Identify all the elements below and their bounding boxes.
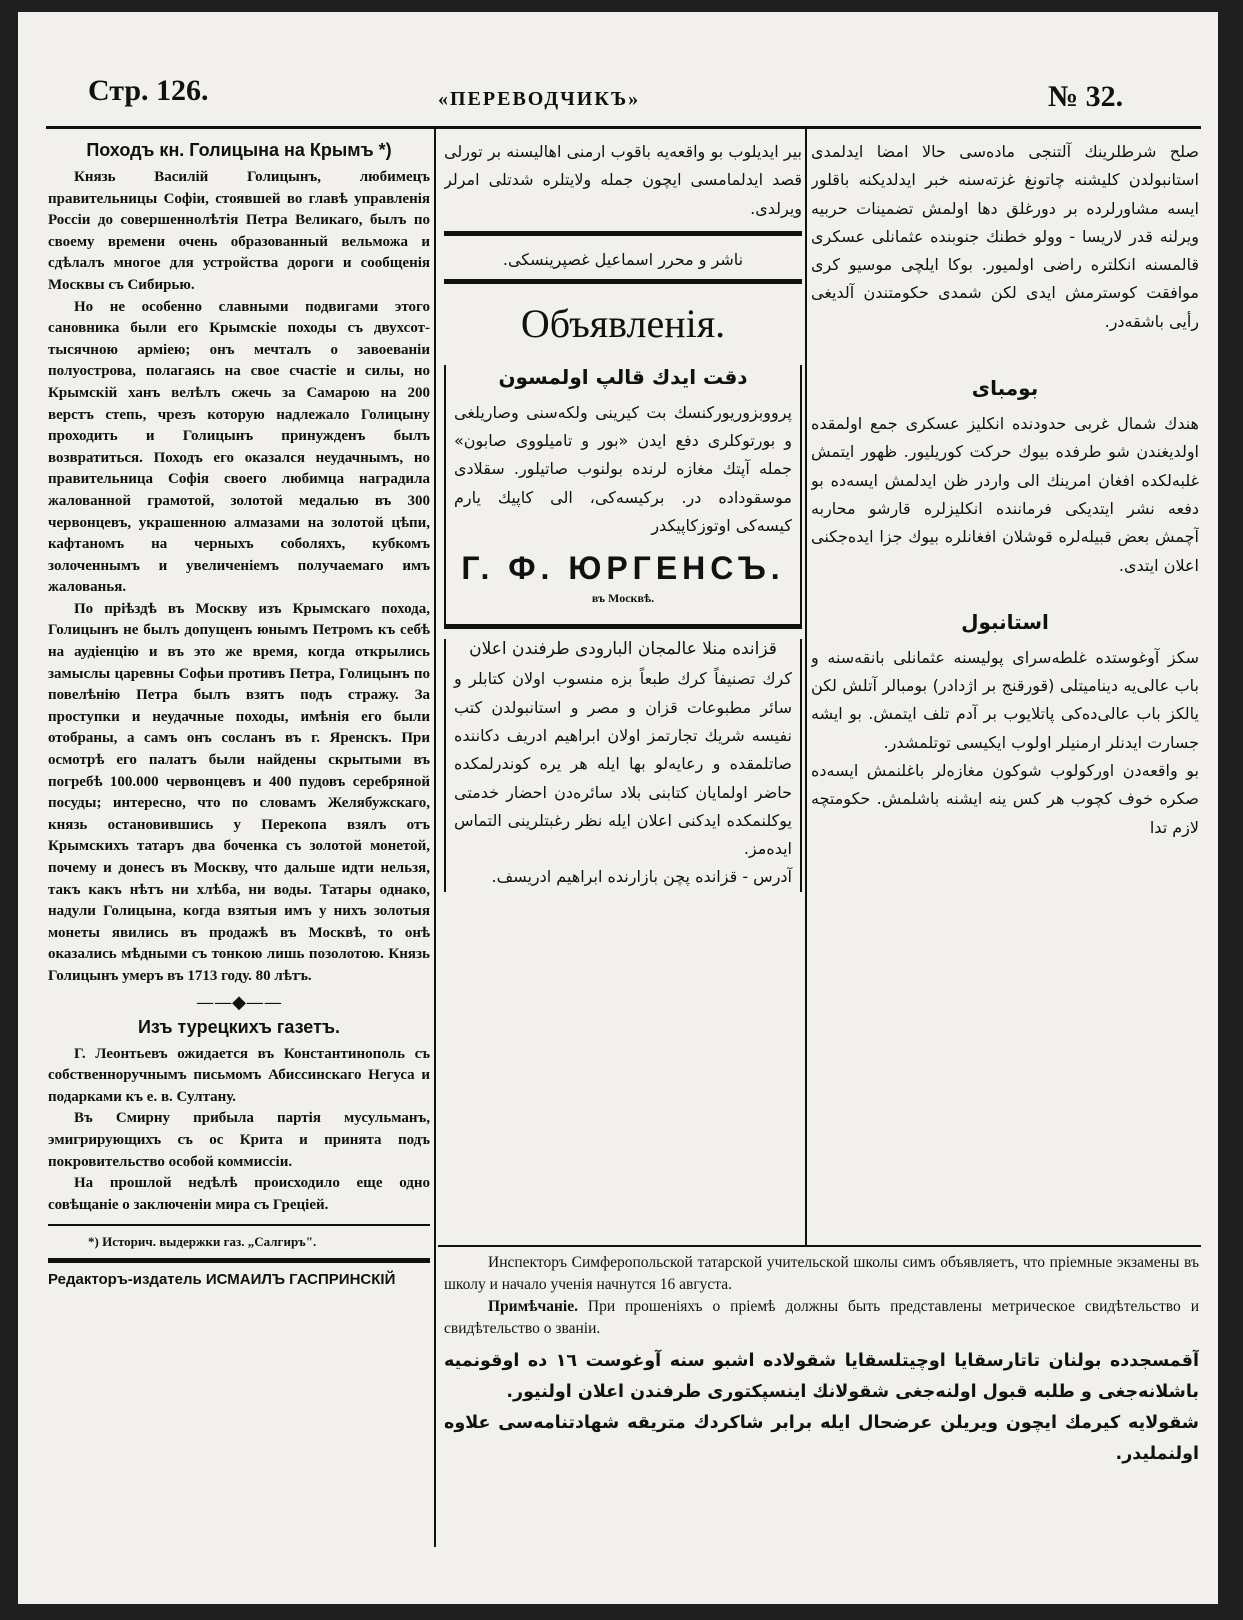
notice-text: Инспекторъ Симферопольской татарской учительской школы симъ объявляетъ, что пріемные экзамены въ школу и начало ученія начнутся 16 августа. — [444, 1254, 1199, 1293]
ad-body — [454, 399, 792, 540]
note-label: Примѣчаніе. — [488, 1298, 578, 1315]
bottom-left-divider — [434, 1247, 436, 1547]
article-paragraph: Но не особенно славными подвигами этого сановника были его Крымскіе походы съ двухсот-тысячною арміею; онъ мечталъ о завоеваніи полуострова, полагаясь на свое счастіе и силы, но Крымскій ханъ велѣлъ сжечь за Самарою на 200 верстъ степь, чрезъ которую надлежало Голицыну проходить и Голицынъ принужденъ былъ возвратиться. Походъ его оказался неудачнымъ, но правительница Софія своего любимца наградила жалованной грамотой, золотой медалью въ 300 червонцевъ, украшенною алмазами на золотой цѣпи, кафтаномъ на черныхъ соболяхъ, кубкомъ золоченнымъ и увеличеніемъ получаемаго имъ жалованья. — [48, 298, 430, 596]
school-announcement — [444, 1252, 1199, 1470]
article-paragraph: بير ايدیلوب بو واقعه‌يه باقوب ارمنی اهاليسنه بر تورلی قصد ايدلمامسی ايچون جمله ولايتلره شدتلی امرلر ويرلدی. — [444, 142, 802, 218]
news-heading-bombay: بومبای — [971, 376, 1039, 401]
ad-address: آدرس - قزانده پچن بازارنده ابراهيم ادريسف. — [491, 867, 792, 887]
news-item: На прошлой недѣлѣ происходило еще одно совѣщаніе о заключеніи мира съ Греціей. — [48, 1175, 430, 1213]
fleuron-divider: ——◆—— — [196, 991, 282, 1013]
news-heading-istanbul: استانبول — [961, 609, 1049, 634]
ad-text: كرك تصنيفاً كرك طبعاً بزه منسوب اولان كتابلر و سائر مطبوعات قزان و مصر و استانبولدن كتب نفيسه شريك تجارتمز اولان ابراهيم ادريف دكاننده صاتلمقده و رعايه‌لو بها ايله هر يره كوندرلمكده حاضر اولمايان كتابنی بلاد سائره‌دن احضار خدمتی يوكلنمكده ايدكنی اعلان ايله نظر رغبتلرينی التماس ايده‌مز. — [454, 669, 792, 859]
tatar-notice — [444, 1346, 1199, 1470]
inspector-notice — [444, 1252, 1199, 1340]
article-continuation — [444, 138, 802, 223]
news-paragraph: بو واقعه‌دن اوركولوب شوكون مغازه‌لر باغلنمش ايسه‌ده صكره خوف كچوب هر كس ينه ايشنه باشلمش. حكومتچه لازم تدا — [811, 761, 1199, 837]
ad-firm-name: Г. Ф. ЮРГЕНСЪ. — [461, 550, 785, 587]
news-item: Г. Леонтьевъ ожидается въ Константинополь съ собственноручнымъ письмомъ Абиссинскаго Негуса и подарками къ е. в. Султану. — [48, 1045, 430, 1105]
column-announcements — [444, 138, 802, 892]
advertisement-books — [444, 639, 802, 891]
article-body — [48, 167, 430, 988]
article-paragraph: Князь Василій Голицынъ, любимецъ правительницы Софіи, стоявшей во главѣ управленія Россіи до совершеннолѣтія Петра Великаго, былъ по своему времени очень образованный вельможа и сдѣлалъ многое для устройства дороги и сообщенія Москвы съ Сибирью. — [48, 169, 430, 293]
news-list — [48, 1044, 430, 1217]
header-rule — [46, 126, 1201, 129]
ad-headline: دقت ايدك قالپ اولمسون — [498, 364, 748, 389]
newspaper-page — [18, 12, 1218, 1604]
news-paragraph: صلح شرطلرينك آلتنجی ماده‌سی حالا امضا ايدلمدی استانبولدن كليشنه چاتونغ غزته‌سنه خبر ايدلديكنه باقلور ايسه مشاورلرده بر دورغلق دها اولمش تضمينات حربيه ويرلنه قدر لاريسا - وولو خطنك جنوبنده عثمانلی عسكری قالمسنه انكلتره راضی اولميور. بوكا ايلچی موسيو كرى موافقت كوسترمش ايدی لكن شمدی حكومتندن آلديغی رأيی باشقه‌در. — [811, 142, 1199, 331]
note-text: При прошеніяхъ о пріемѣ должны быть представлены метрическое свидѣтельство и свидѣтельство о званіи. — [444, 1298, 1199, 1337]
news-section — [811, 410, 1199, 580]
news-item: Въ Смирну прибыла партія мусульманъ, эмигрирующихъ съ ос Крита и принята подъ покровительство особой коммиссіи. — [48, 1110, 430, 1170]
ad-city: въ Москвѣ. — [591, 591, 655, 606]
notice-text: آقمسجدده بولنان تاتارسقايا اوچيتلسقايا شقولاده اشبو سنه آوغوست ١٦ ده اوقونميه باشلانه‌جغی و طلبه قبول اولنه‌جغی شقولانك اينسپكتوری طرفندن اعلان اولنيور. — [444, 1351, 1199, 1402]
page-number: Стр. 126. — [88, 74, 209, 107]
bottom-section-rule — [438, 1245, 1201, 1247]
newspaper-title: «ПЕРЕВОДЧИКЪ» — [438, 88, 641, 110]
footnote: *) Историч. выдержки газ. „Салгиръ". — [88, 1234, 317, 1250]
ad-headline: قزانده منلا عالمجان البارودی طرفندن اعلان — [469, 639, 777, 660]
ad-text: پرووبزوريوركنسك بت كيرينی ولكه‌سنی وصاريلغی و بورتوكلری دفع ايدن «بور و تاميلووی صابون» جمله آپتك مغازه لرنده بولنوب صاتيلور. سقلادی موسقوداده در. بركيسه‌كی، الی كاپيك يارم كيسه‌كی اوتوزكاپيكدر — [454, 402, 792, 536]
column-divider-2 — [805, 129, 807, 1247]
notice-text: شقولايه كيرمك ايچون ويريلن عرضحال ايله برابر شاكردك متريقه شهادتنامه‌سی علاوه اولنمليدر. — [444, 1413, 1199, 1464]
publisher-line: ناشر و محرر اسماعيل غصپرينسكی. — [502, 249, 744, 269]
news-section — [811, 644, 1199, 842]
advertisement-soap — [444, 365, 802, 624]
section-title: Изъ турецкихъ газетъ. — [137, 1016, 341, 1037]
divider — [444, 279, 802, 284]
divider — [444, 231, 802, 236]
column-news — [811, 138, 1199, 842]
editor-rule — [48, 1258, 430, 1263]
issue-number: № 32. — [1048, 80, 1124, 113]
news-paragraph: سكز آوغوستده غلطه‌سرای پوليسنه عثمانلی بانقه‌سنه و باب عالی‌يه ديناميتلی (قورقنج بر اژدادر) بومبالر آتلش لكن يالكز باب عالی‌ده‌كی پاتلايوب بر آدم تلف ايتمش. بو ايشه جسارت ايدنلر ارمنيلر اولوب ايكيسی توتلمشدر. — [811, 647, 1199, 752]
divider — [444, 624, 802, 629]
column-russian — [48, 138, 430, 1288]
news-section — [811, 138, 1199, 336]
article-paragraph: По пріѣздѣ въ Москву изъ Крымскаго похода, Голицынъ не былъ допущенъ юнымъ Петромъ къ себѣ на аудіенцію и въ это же время, когда открылись замыслы царевны Софьи противъ Петра, Голицынъ по повелѣнію Петра былъ взятъ подъ стражу. За проступки и неудачные походы, имѣнія его были отобраны, а самъ онъ сосланъ въ г. Яренскъ. При осмотрѣ его палатъ были найдены скрытыми въ погребѣ 100.000 червонцевъ и 400 пудовъ серебряной посуды; интересно, что по словамъ Желябужскаго, князь остановившись у Перекопа взялъ отъ Крымскихъ татаръ два боченка съ золотой монетой, почему и донесъ въ Москву, что дальше идти нельзя, такъ какъ нѣтъ ни хлѣба, ни воды. Татары однако, надули Голицына, когда взятыя имъ у нихъ золотыя монеты явились въ продажѣ въ Москвѣ, то онѣ оказались мѣдными съ тонкою лишь позолотою. Князь Голицынъ умеръ въ 1713 году. 80 лѣтъ. — [48, 600, 430, 984]
ads-heading: Объявленія. — [520, 300, 726, 346]
article-title: Походъ кн. Голицына на Крымъ *) — [86, 140, 392, 160]
editor-line: Редакторъ-издатель ИСМАИЛЪ ГАСПРИНСКІЙ — [48, 1271, 396, 1289]
ad-body — [454, 665, 792, 891]
column-divider-1 — [434, 129, 436, 1247]
news-paragraph: هندك شمال غربی حدودنده انكليز عسكری جمع اولمقده اولديغندن شو طرفده بيوك حركت كوريليور. ظهور ايتمش غلبه‌لكده افغان امرينك الی واردر ظن ايدلمش ايسه‌ده بو دفعه نشر ايتديكی فرماننده انكليزلره قارشو محاربه آچمش بعض قبيله‌لره قوشلان افغانلره بيوك جزا ايده‌جكنی اعلان ايتدی. — [811, 414, 1199, 575]
footnote-rule — [48, 1224, 430, 1226]
